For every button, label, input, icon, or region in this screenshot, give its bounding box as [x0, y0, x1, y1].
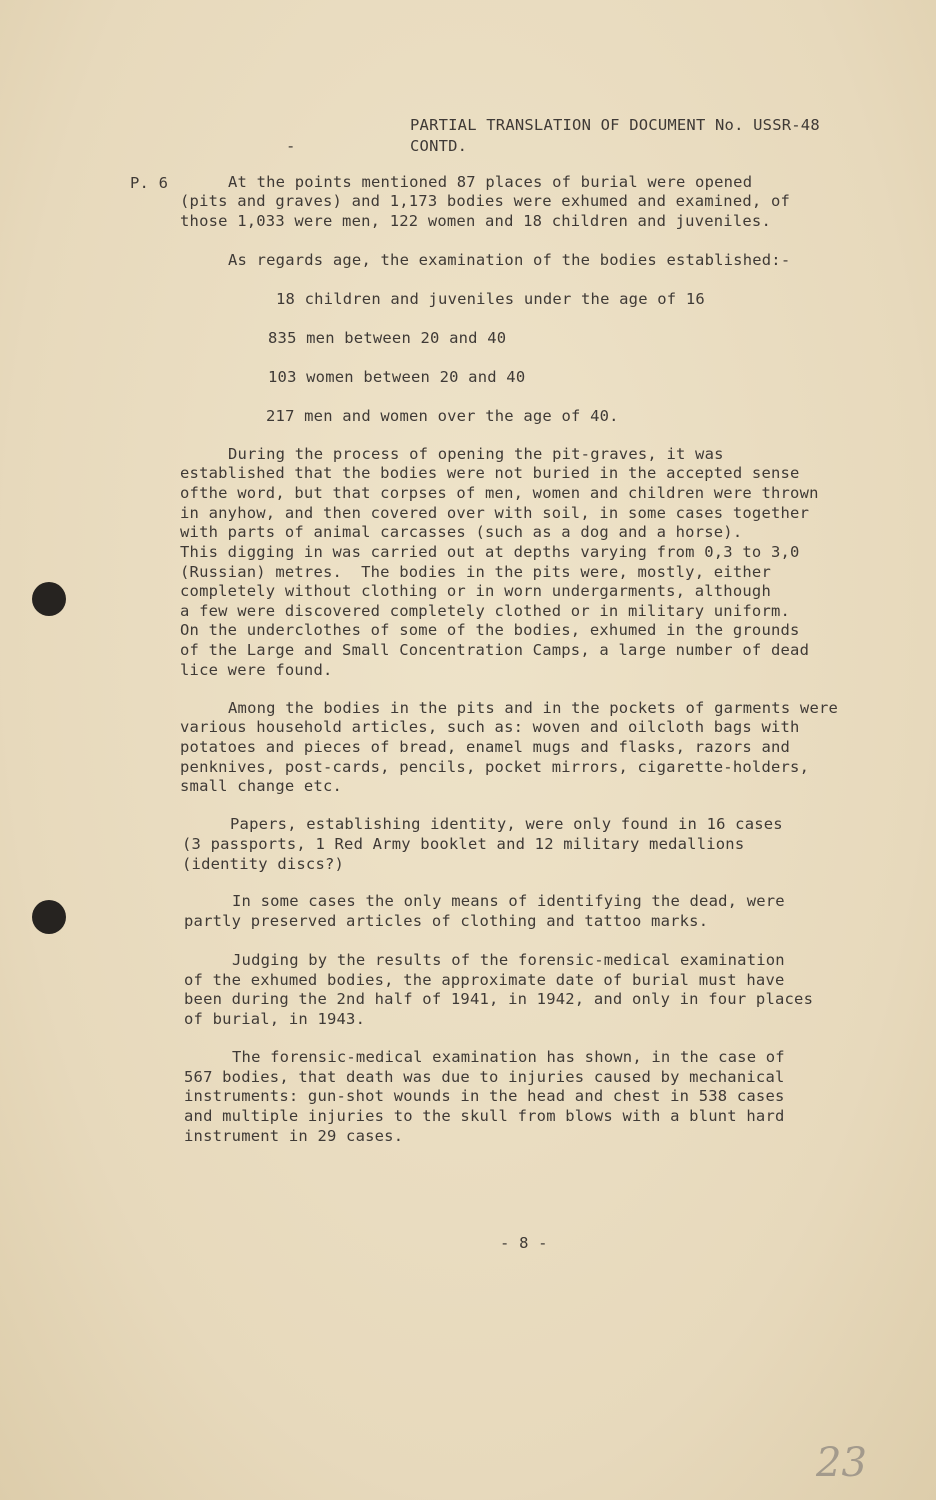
paragraph-8-line: 567 bodies, that death was due to injuries caused by mechanical	[184, 1068, 785, 1086]
paragraph-6-line: In some cases the only means of identifying the dead, were	[232, 892, 785, 910]
paragraph-3-line: established that the bodies were not buried in the accepted sense	[180, 464, 800, 482]
age-list-item: 835 men between 20 and 40	[268, 329, 507, 347]
paragraph-3-line: lice were found.	[180, 661, 333, 679]
paragraph-7-line: of the exhumed bodies, the approximate date of burial must have	[184, 971, 785, 989]
paragraph-8-line: and multiple injuries to the skull from blows with a blunt hard	[184, 1107, 785, 1125]
paragraph-6-line: partly preserved articles of clothing and tattoo marks.	[184, 912, 709, 930]
paragraph-8-line: The forensic-medical examination has shown, in the case of	[232, 1048, 785, 1066]
paragraph-7-line: of burial, in 1943.	[184, 1010, 366, 1028]
paragraph-1-line: (pits and graves) and 1,173 bodies were exhumed and examined, of	[180, 192, 791, 210]
age-list-item: 103 women between 20 and 40	[268, 368, 526, 386]
paragraph-3-line: completely without clothing or in worn undergarments, although	[180, 582, 771, 600]
paragraph-3-line: (Russian) metres. The bodies in the pits were, mostly, either	[180, 563, 771, 581]
age-list-item: 217 men and women over the age of 40.	[266, 407, 619, 425]
age-list-item: 18 children and juveniles under the age of 16	[276, 290, 705, 308]
punch-hole-top	[32, 582, 66, 616]
paragraph-3-line: a few were discovered completely clothed or in military uniform.	[180, 602, 791, 620]
paragraph-4-line: various household articles, such as: woven and oilcloth bags with	[180, 718, 800, 736]
paragraph-1-line: those 1,033 were men, 122 women and 18 children and juveniles.	[180, 212, 771, 230]
paragraph-8-line: instrument in 29 cases.	[184, 1127, 404, 1145]
paragraph-3-line: with parts of animal carcasses (such as a dog and a horse).	[180, 523, 743, 541]
paragraph-3-line: of the Large and Small Concentration Camps, a large number of dead	[180, 641, 810, 659]
paragraph-3-line: This digging in was carried out at depths varying from 0,3 to 3,0	[180, 543, 800, 561]
paragraph-3-line: in anyhow, and then covered over with soil, in some cases together	[180, 504, 810, 522]
handwritten-folio-number: 23	[816, 1440, 867, 1486]
paragraph-2-line: As regards age, the examination of the bodies established:-	[228, 251, 791, 269]
header-line-1: PARTIAL TRANSLATION OF DOCUMENT No. USSR-48	[410, 116, 820, 134]
paragraph-3-line: On the underclothes of some of the bodies, exhumed in the grounds	[180, 621, 800, 639]
page-number: - 8 -	[500, 1234, 548, 1252]
header-dash: -	[286, 137, 296, 155]
paragraph-8-line: instruments: gun-shot wounds in the head and chest in 538 cases	[184, 1087, 785, 1105]
paragraph-7-line: been during the 2nd half of 1941, in 1942, and only in four places	[184, 990, 814, 1008]
paragraph-3-line: During the process of opening the pit-graves, it was	[228, 445, 724, 463]
paragraph-4-line: penknives, post-cards, pencils, pocket mirrors, cigarette-holders,	[180, 758, 810, 776]
paragraph-1-line: At the points mentioned 87 places of burial were opened	[228, 173, 753, 191]
paragraph-4-line: potatoes and pieces of bread, enamel mugs and flasks, razors and	[180, 738, 791, 756]
paragraph-5-line: Papers, establishing identity, were only found in 16 cases	[230, 815, 783, 833]
paragraph-3-line: ofthe word, but that corpses of men, women and children were thrown	[180, 484, 819, 502]
header-line-2: CONTD.	[410, 137, 468, 155]
paragraph-4-line: small change etc.	[180, 777, 343, 795]
paragraph-4-line: Among the bodies in the pits and in the pockets of garments were	[228, 699, 839, 717]
paragraph-5-line: (3 passports, 1 Red Army booklet and 12 military medallions	[182, 835, 745, 853]
paragraph-7-line: Judging by the results of the forensic-medical examination	[232, 951, 785, 969]
paragraph-5-line: (identity discs?)	[182, 855, 345, 873]
margin-reference: P. 6	[130, 174, 169, 192]
punch-hole-bottom	[32, 900, 66, 934]
